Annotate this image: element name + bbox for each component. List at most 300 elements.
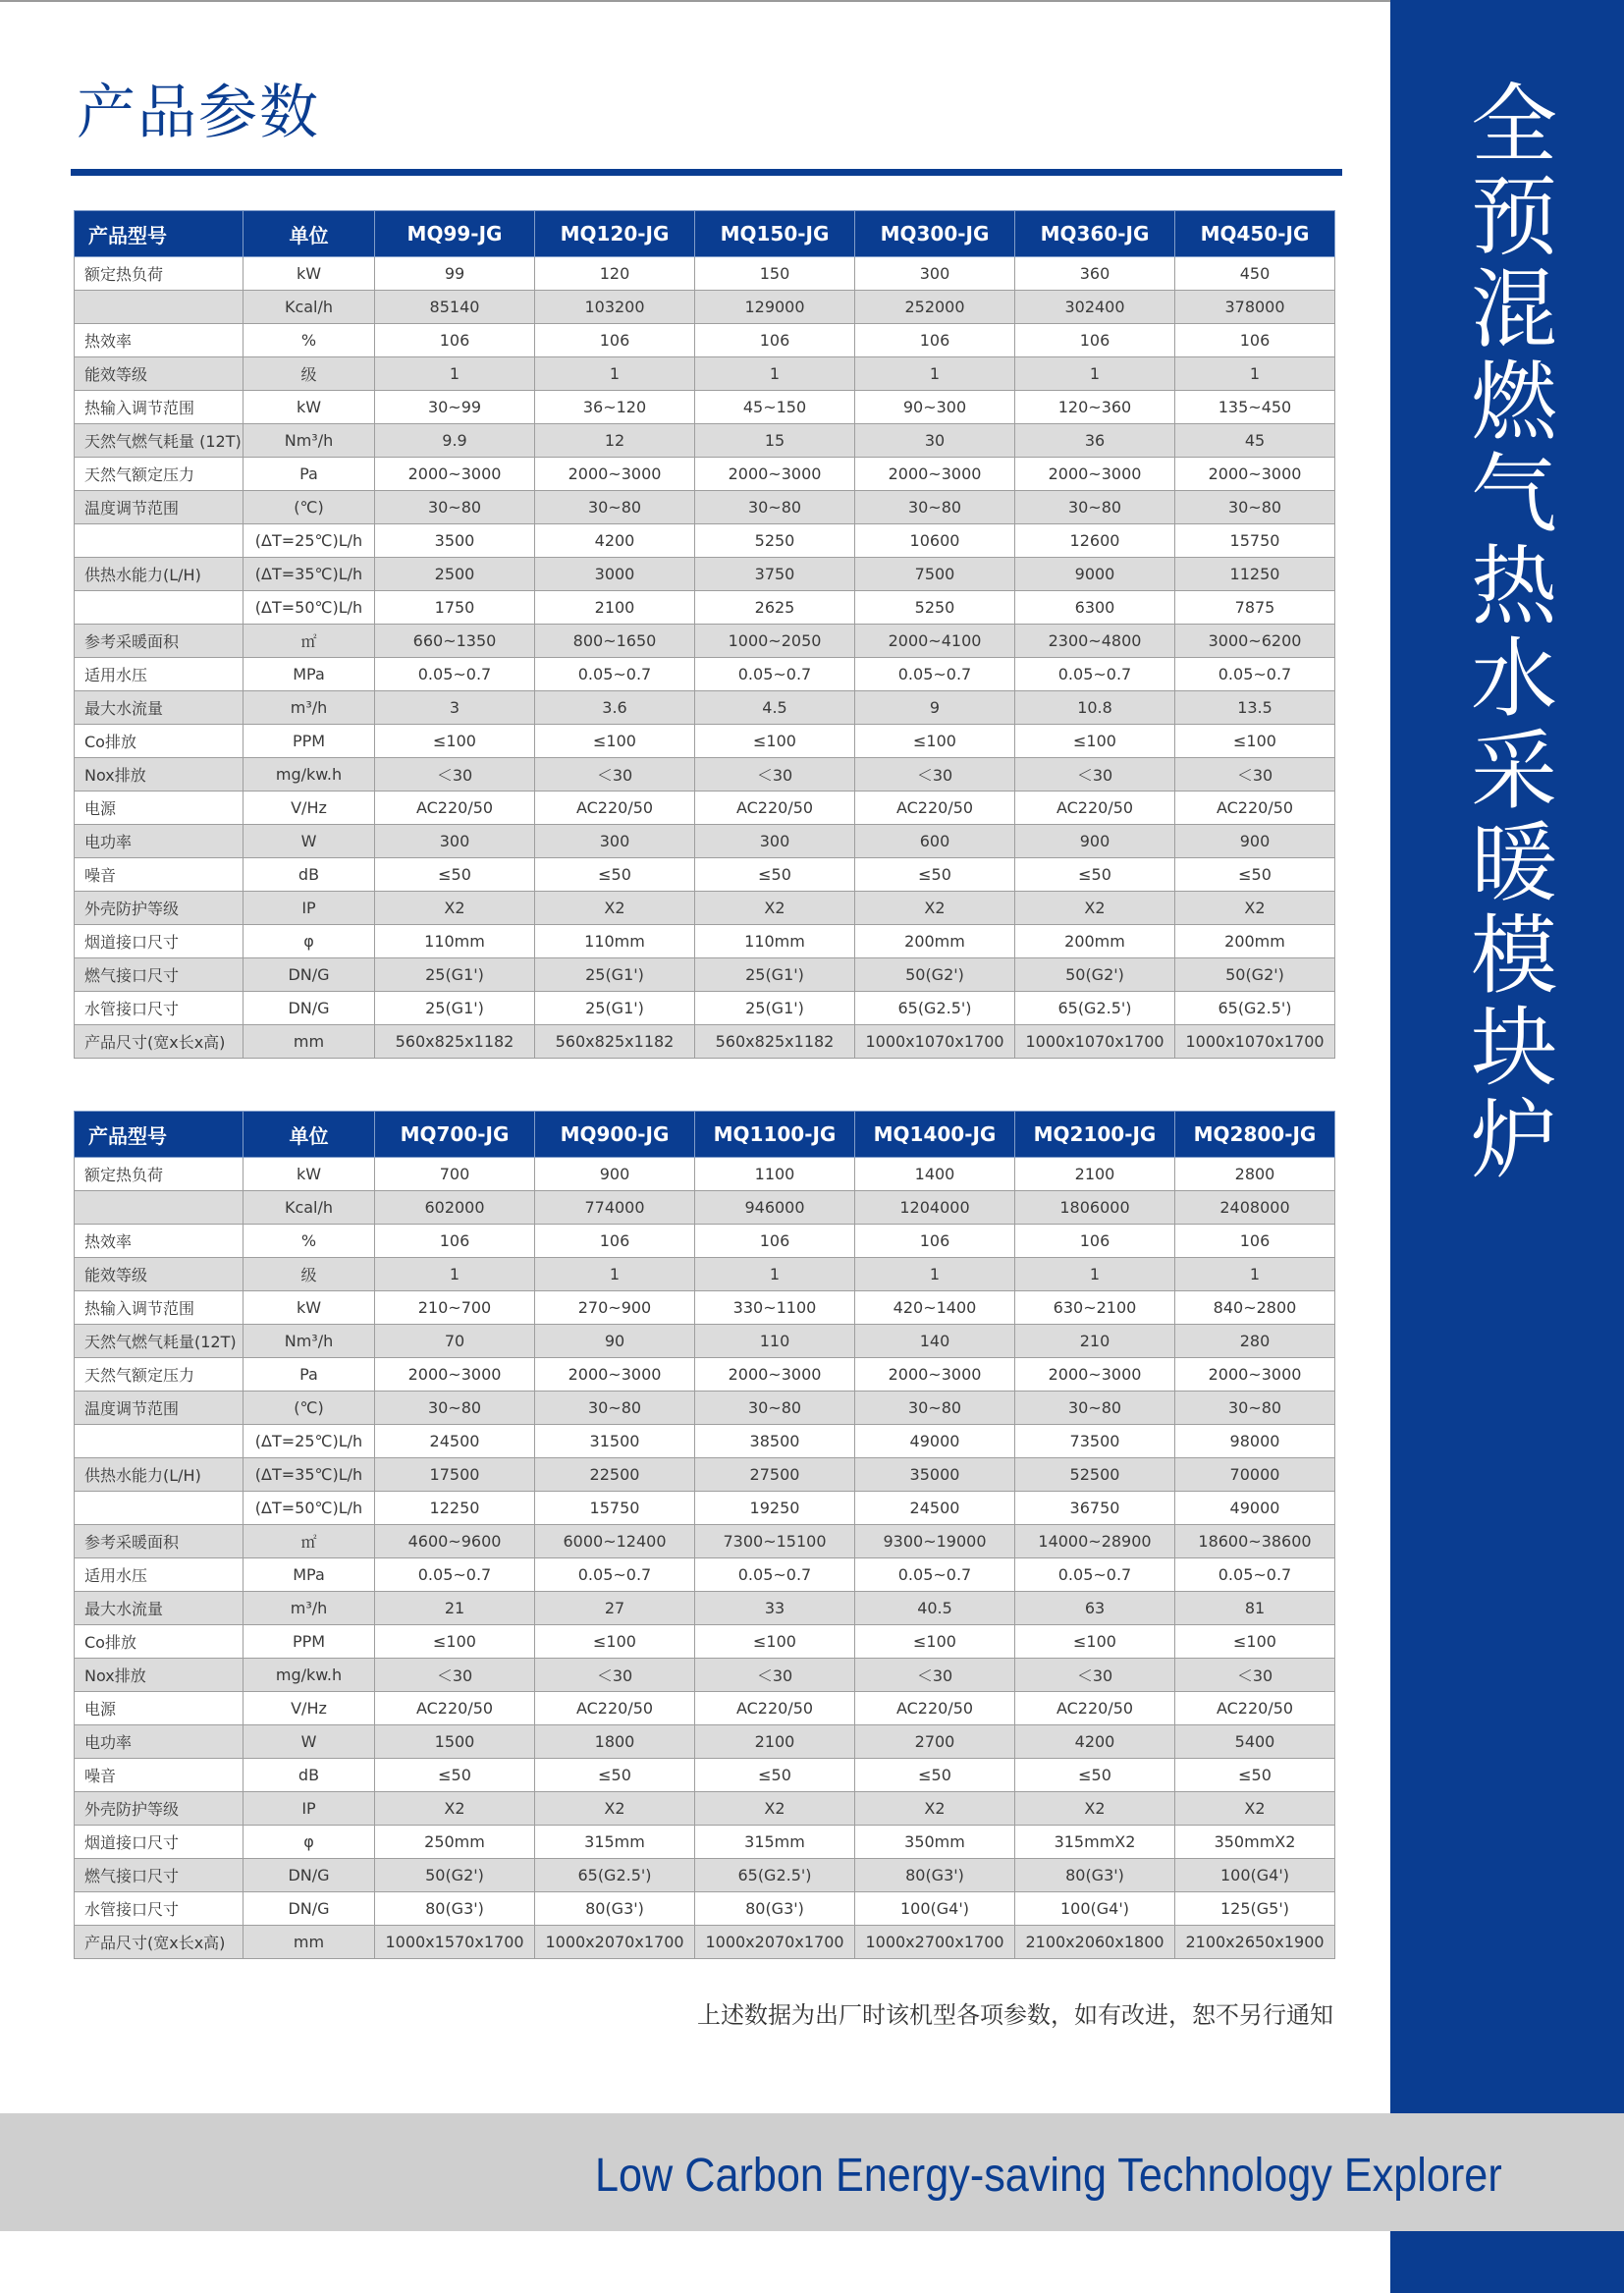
value-cell: ≤50 <box>1015 858 1175 892</box>
value-cell: 300 <box>855 257 1015 291</box>
table-row <box>75 1291 1335 1325</box>
value-cell: 2000~4100 <box>855 625 1015 658</box>
unit-cell: DN/G <box>244 1892 375 1926</box>
value-cell: 80(G3') <box>535 1892 695 1926</box>
unit-cell: (℃) <box>244 491 375 524</box>
value-cell: 0.05~0.7 <box>375 658 535 691</box>
value-cell: 30 <box>855 424 1015 458</box>
value-cell: ≤100 <box>1015 725 1175 758</box>
value-cell: ＜30 <box>1175 1659 1335 1692</box>
value-cell: 0.05~0.7 <box>855 658 1015 691</box>
value-cell: 774000 <box>535 1191 695 1225</box>
value-cell: 350mmX2 <box>1175 1826 1335 1859</box>
unit-cell: DN/G <box>244 1859 375 1892</box>
value-cell: 110mm <box>535 925 695 958</box>
value-cell: 150 <box>695 257 855 291</box>
unit-cell: φ <box>244 1826 375 1859</box>
param-name-cell: 外壳防护等级 <box>75 1792 244 1826</box>
value-cell: 36~120 <box>535 391 695 424</box>
value-cell: ≤50 <box>535 1759 695 1792</box>
unit-cell: % <box>244 324 375 357</box>
value-cell: AC220/50 <box>1175 792 1335 825</box>
value-cell: 1000~2050 <box>695 625 855 658</box>
value-cell: 1 <box>1175 1258 1335 1291</box>
table-row <box>75 1425 1335 1458</box>
table-row <box>75 424 1335 458</box>
value-cell: 350mm <box>855 1826 1015 1859</box>
value-cell: 560x825x1182 <box>695 1025 855 1059</box>
param-name-cell: 噪音 <box>75 1759 244 1792</box>
table-row <box>75 925 1335 958</box>
value-cell: AC220/50 <box>695 1692 855 1725</box>
value-cell: 0.05~0.7 <box>1175 658 1335 691</box>
value-cell: 2000~3000 <box>375 1358 535 1392</box>
value-cell: 200mm <box>1015 925 1175 958</box>
unit-cell: mg/kw.h <box>244 1659 375 1692</box>
value-cell: 660~1350 <box>375 625 535 658</box>
value-cell: 2000~3000 <box>1175 458 1335 491</box>
unit-cell: MPa <box>244 1558 375 1592</box>
param-name-cell: 额定热负荷 <box>75 257 244 291</box>
column-header: 单位 <box>244 1112 375 1158</box>
table-row <box>75 1826 1335 1859</box>
value-cell: 210~700 <box>375 1291 535 1325</box>
table-row <box>75 458 1335 491</box>
value-cell: 140 <box>855 1325 1015 1358</box>
value-cell: 106 <box>375 324 535 357</box>
value-cell: 3000~6200 <box>1175 625 1335 658</box>
value-cell: 2000~3000 <box>1015 458 1175 491</box>
value-cell: 17500 <box>375 1458 535 1492</box>
value-cell: 1 <box>855 1258 1015 1291</box>
table-row <box>75 1458 1335 1492</box>
unit-cell: ㎡ <box>244 1525 375 1558</box>
param-name-cell: 烟道接口尺寸 <box>75 925 244 958</box>
unit-cell: kW <box>244 391 375 424</box>
value-cell: ＜30 <box>1175 758 1335 792</box>
value-cell: 2000~3000 <box>535 1358 695 1392</box>
param-name-cell: 天然气燃气耗量 (12T) <box>75 424 244 458</box>
unit-cell: % <box>244 1225 375 1258</box>
value-cell: X2 <box>695 892 855 925</box>
param-name-cell: 额定热负荷 <box>75 1158 244 1191</box>
value-cell: 10600 <box>855 524 1015 558</box>
value-cell: 18600~38600 <box>1175 1525 1335 1558</box>
model-header: MQ300-JG <box>855 211 1015 257</box>
value-cell: AC220/50 <box>375 792 535 825</box>
value-cell: 360 <box>1015 257 1175 291</box>
unit-cell: m³/h <box>244 691 375 725</box>
unit-cell: 级 <box>244 1258 375 1291</box>
value-cell: ≤50 <box>695 1759 855 1792</box>
value-cell: 3000 <box>535 558 695 591</box>
value-cell: 1 <box>695 1258 855 1291</box>
table-row <box>75 1859 1335 1892</box>
value-cell: AC220/50 <box>855 1692 1015 1725</box>
unit-cell: (ΔT=25℃)L/h <box>244 524 375 558</box>
value-cell: 270~900 <box>535 1291 695 1325</box>
value-cell: 15750 <box>535 1492 695 1525</box>
table-row <box>75 1792 1335 1826</box>
unit-cell: PPM <box>244 725 375 758</box>
value-cell: 3750 <box>695 558 855 591</box>
model-header: MQ150-JG <box>695 211 855 257</box>
unit-cell: (℃) <box>244 1392 375 1425</box>
value-cell: 2700 <box>855 1725 1015 1759</box>
table-row <box>75 1892 1335 1926</box>
unit-cell: IP <box>244 1792 375 1826</box>
value-cell: 106 <box>1175 324 1335 357</box>
table-row <box>75 758 1335 792</box>
value-cell: 6300 <box>1015 591 1175 625</box>
value-cell: 1 <box>535 357 695 391</box>
model-header: MQ99-JG <box>375 211 535 257</box>
column-header: 产品型号 <box>75 1112 244 1158</box>
param-name-cell: 温度调节范围 <box>75 491 244 524</box>
value-cell: 135~450 <box>1175 391 1335 424</box>
table-row <box>75 591 1335 625</box>
value-cell: 2100x2060x1800 <box>1015 1926 1175 1959</box>
table-row <box>75 524 1335 558</box>
unit-cell: mm <box>244 1926 375 1959</box>
value-cell: 25(G1') <box>535 992 695 1025</box>
value-cell: 330~1100 <box>695 1291 855 1325</box>
value-cell: 3500 <box>375 524 535 558</box>
param-name-cell: 水管接口尺寸 <box>75 1892 244 1926</box>
value-cell: 45 <box>1175 424 1335 458</box>
value-cell: 630~2100 <box>1015 1291 1175 1325</box>
value-cell: 49000 <box>1175 1492 1335 1525</box>
table-row <box>75 391 1335 424</box>
value-cell: 200mm <box>855 925 1015 958</box>
value-cell: 30~80 <box>695 1392 855 1425</box>
value-cell: ＜30 <box>695 1659 855 1692</box>
value-cell: X2 <box>1175 1792 1335 1826</box>
value-cell: 70000 <box>1175 1458 1335 1492</box>
value-cell: 1400 <box>855 1158 1015 1191</box>
value-cell: 2000~3000 <box>695 458 855 491</box>
table-row <box>75 1025 1335 1059</box>
value-cell: 15750 <box>1175 524 1335 558</box>
value-cell: 30~80 <box>855 1392 1015 1425</box>
column-header: 产品型号 <box>75 211 244 257</box>
table-row <box>75 257 1335 291</box>
table-row <box>75 1659 1335 1692</box>
param-name-cell: 热输入调节范围 <box>75 1291 244 1325</box>
value-cell: ≤100 <box>535 725 695 758</box>
value-cell: 12600 <box>1015 524 1175 558</box>
table-row <box>75 858 1335 892</box>
unit-cell: W <box>244 825 375 858</box>
value-cell: AC220/50 <box>695 792 855 825</box>
param-name-cell: 产品尺寸(宽x长x高) <box>75 1025 244 1059</box>
unit-cell: kW <box>244 257 375 291</box>
unit-cell: 级 <box>244 357 375 391</box>
param-name-cell: 燃气接口尺寸 <box>75 958 244 992</box>
table-row <box>75 1358 1335 1392</box>
value-cell: 25(G1') <box>375 958 535 992</box>
value-cell: 252000 <box>855 291 1015 324</box>
value-cell: 19250 <box>695 1492 855 1525</box>
value-cell: 100(G4') <box>1175 1859 1335 1892</box>
model-header: MQ1400-JG <box>855 1112 1015 1158</box>
value-cell: 35000 <box>855 1458 1015 1492</box>
value-cell: 52500 <box>1015 1458 1175 1492</box>
value-cell: 2000~3000 <box>1015 1358 1175 1392</box>
value-cell: 3 <box>375 691 535 725</box>
value-cell: 1000x1570x1700 <box>375 1926 535 1959</box>
value-cell: 50(G2') <box>1175 958 1335 992</box>
value-cell: 1750 <box>375 591 535 625</box>
param-name-cell: 热输入调节范围 <box>75 391 244 424</box>
value-cell: 315mmX2 <box>1015 1826 1175 1859</box>
param-name-cell <box>75 524 244 558</box>
table-row <box>75 1926 1335 1959</box>
value-cell: 1806000 <box>1015 1191 1175 1225</box>
value-cell: 106 <box>855 1225 1015 1258</box>
value-cell: 7500 <box>855 558 1015 591</box>
value-cell: 210 <box>1015 1325 1175 1358</box>
unit-cell: (ΔT=25℃)L/h <box>244 1425 375 1458</box>
value-cell: 1000x1070x1700 <box>1015 1025 1175 1059</box>
value-cell: 36 <box>1015 424 1175 458</box>
param-name-cell: 天然气额定压力 <box>75 458 244 491</box>
value-cell: 36750 <box>1015 1492 1175 1525</box>
param-name-cell: Co排放 <box>75 1625 244 1659</box>
spec-table-2 <box>74 1111 1335 1959</box>
value-cell: 30~80 <box>1015 1392 1175 1425</box>
value-cell: 106 <box>535 324 695 357</box>
param-name-cell: 天然气额定压力 <box>75 1358 244 1392</box>
table-row <box>75 1725 1335 1759</box>
value-cell: 25(G1') <box>375 992 535 1025</box>
value-cell: ≤50 <box>375 858 535 892</box>
table-header-row <box>75 1112 1335 1158</box>
value-cell: 30~80 <box>375 491 535 524</box>
value-cell: 2100 <box>1015 1158 1175 1191</box>
value-cell: 81 <box>1175 1592 1335 1625</box>
value-cell: ≤100 <box>535 1625 695 1659</box>
value-cell: 106 <box>375 1225 535 1258</box>
value-cell: ≤50 <box>535 858 695 892</box>
param-name-cell: 电功率 <box>75 1725 244 1759</box>
value-cell: 30~99 <box>375 391 535 424</box>
value-cell: ＜30 <box>855 758 1015 792</box>
value-cell: AC220/50 <box>855 792 1015 825</box>
unit-cell: dB <box>244 1759 375 1792</box>
unit-cell: W <box>244 1725 375 1759</box>
side-title: 全预混燃气热水采暖模块炉 <box>1457 79 1558 1186</box>
param-name-cell: Nox排放 <box>75 1659 244 1692</box>
value-cell: 31500 <box>535 1425 695 1458</box>
value-cell: 2000~3000 <box>695 1358 855 1392</box>
value-cell: 65(G2.5') <box>1015 992 1175 1025</box>
value-cell: 700 <box>375 1158 535 1191</box>
value-cell: 5250 <box>695 524 855 558</box>
value-cell: 21 <box>375 1592 535 1625</box>
value-cell: 65(G2.5') <box>1175 992 1335 1025</box>
value-cell: 12 <box>535 424 695 458</box>
value-cell: 25(G1') <box>695 992 855 1025</box>
value-cell: 1000x1070x1700 <box>1175 1025 1335 1059</box>
value-cell: 106 <box>855 324 1015 357</box>
value-cell: ≤100 <box>695 1625 855 1659</box>
unit-cell: (ΔT=35℃)L/h <box>244 558 375 591</box>
value-cell: 900 <box>535 1158 695 1191</box>
value-cell: 1204000 <box>855 1191 1015 1225</box>
value-cell: 900 <box>1015 825 1175 858</box>
value-cell: X2 <box>1015 892 1175 925</box>
table-row <box>75 958 1335 992</box>
param-name-cell: 最大水流量 <box>75 691 244 725</box>
value-cell: 99 <box>375 257 535 291</box>
unit-cell: V/Hz <box>244 792 375 825</box>
value-cell: ≤100 <box>695 725 855 758</box>
value-cell: ≤100 <box>1015 1625 1175 1659</box>
param-name-cell: 电源 <box>75 792 244 825</box>
unit-cell: (ΔT=50℃)L/h <box>244 1492 375 1525</box>
value-cell: 80(G3') <box>695 1892 855 1926</box>
value-cell: 30~80 <box>1175 491 1335 524</box>
top-border-line <box>0 0 1390 2</box>
model-header: MQ450-JG <box>1175 211 1335 257</box>
table-row <box>75 1191 1335 1225</box>
model-header: MQ2800-JG <box>1175 1112 1335 1158</box>
value-cell: 12250 <box>375 1492 535 1525</box>
value-cell: 1000x1070x1700 <box>855 1025 1015 1059</box>
value-cell: 4.5 <box>695 691 855 725</box>
value-cell: 22500 <box>535 1458 695 1492</box>
value-cell: 80(G3') <box>855 1859 1015 1892</box>
value-cell: X2 <box>1175 892 1335 925</box>
value-cell: 1 <box>375 1258 535 1291</box>
value-cell: 0.05~0.7 <box>535 658 695 691</box>
param-name-cell <box>75 291 244 324</box>
value-cell: 1 <box>1015 357 1175 391</box>
value-cell: 1 <box>695 357 855 391</box>
value-cell: 2000~3000 <box>855 458 1015 491</box>
value-cell: 27500 <box>695 1458 855 1492</box>
value-cell: 0.05~0.7 <box>855 1558 1015 1592</box>
value-cell: 110 <box>695 1325 855 1358</box>
value-cell: 106 <box>695 1225 855 1258</box>
param-name-cell: 电功率 <box>75 825 244 858</box>
param-name-cell: 温度调节范围 <box>75 1392 244 1425</box>
unit-cell: Kcal/h <box>244 1191 375 1225</box>
param-name-cell: 外壳防护等级 <box>75 892 244 925</box>
param-name-cell <box>75 1425 244 1458</box>
value-cell: ≤50 <box>1015 1759 1175 1792</box>
value-cell: 9.9 <box>375 424 535 458</box>
table-row <box>75 558 1335 591</box>
value-cell: 110mm <box>375 925 535 958</box>
table-row <box>75 1625 1335 1659</box>
table-row <box>75 1325 1335 1358</box>
value-cell: 1000x2070x1700 <box>535 1926 695 1959</box>
table-row <box>75 792 1335 825</box>
value-cell: 315mm <box>695 1826 855 1859</box>
value-cell: X2 <box>855 892 1015 925</box>
value-cell: 50(G2') <box>375 1859 535 1892</box>
param-name-cell: 水管接口尺寸 <box>75 992 244 1025</box>
table-row <box>75 491 1335 524</box>
value-cell: 1 <box>375 357 535 391</box>
table-row <box>75 357 1335 391</box>
value-cell: 27 <box>535 1592 695 1625</box>
value-cell: 106 <box>695 324 855 357</box>
value-cell: 0.05~0.7 <box>695 1558 855 1592</box>
table-row <box>75 1158 1335 1191</box>
param-name-cell: 燃气接口尺寸 <box>75 1859 244 1892</box>
value-cell: 14000~28900 <box>1015 1525 1175 1558</box>
value-cell: 1500 <box>375 1725 535 1759</box>
value-cell: 125(G5') <box>1175 1892 1335 1926</box>
unit-cell: (ΔT=35℃)L/h <box>244 1458 375 1492</box>
value-cell: 2000~3000 <box>1175 1358 1335 1392</box>
value-cell: 110mm <box>695 925 855 958</box>
value-cell: 2408000 <box>1175 1191 1335 1225</box>
value-cell: ≤100 <box>375 725 535 758</box>
value-cell: 2625 <box>695 591 855 625</box>
model-header: MQ120-JG <box>535 211 695 257</box>
value-cell: 129000 <box>695 291 855 324</box>
value-cell: 2000~3000 <box>855 1358 1015 1392</box>
value-cell: X2 <box>855 1792 1015 1826</box>
value-cell: ＜30 <box>375 1659 535 1692</box>
value-cell: ≤100 <box>1175 725 1335 758</box>
value-cell: 1 <box>535 1258 695 1291</box>
value-cell: ≤100 <box>855 725 1015 758</box>
value-cell: 840~2800 <box>1175 1291 1335 1325</box>
value-cell: X2 <box>375 892 535 925</box>
value-cell: 2100 <box>535 591 695 625</box>
value-cell: AC220/50 <box>1175 1692 1335 1725</box>
value-cell: 25(G1') <box>695 958 855 992</box>
value-cell: 30~80 <box>695 491 855 524</box>
value-cell: 10.8 <box>1015 691 1175 725</box>
param-name-cell: 能效等级 <box>75 1258 244 1291</box>
unit-cell: Nm³/h <box>244 1325 375 1358</box>
unit-cell: Nm³/h <box>244 424 375 458</box>
value-cell: 30~80 <box>375 1392 535 1425</box>
value-cell: 11250 <box>1175 558 1335 591</box>
value-cell: 2100 <box>695 1725 855 1759</box>
value-cell: ＜30 <box>375 758 535 792</box>
value-cell: ＜30 <box>535 758 695 792</box>
value-cell: 106 <box>535 1225 695 1258</box>
value-cell: ≤50 <box>375 1759 535 1792</box>
value-cell: 65(G2.5') <box>695 1859 855 1892</box>
value-cell: 5250 <box>855 591 1015 625</box>
table-row <box>75 1492 1335 1525</box>
param-name-cell: 产品尺寸(宽x长x高) <box>75 1926 244 1959</box>
unit-cell: dB <box>244 858 375 892</box>
value-cell: 4600~9600 <box>375 1525 535 1558</box>
value-cell: ≤50 <box>695 858 855 892</box>
table-row <box>75 324 1335 357</box>
unit-cell: φ <box>244 925 375 958</box>
table-row <box>75 1525 1335 1558</box>
param-name-cell: 参考采暖面积 <box>75 625 244 658</box>
value-cell: 106 <box>1015 324 1175 357</box>
table-row <box>75 625 1335 658</box>
value-cell: 2100x2650x1900 <box>1175 1926 1335 1959</box>
table-row <box>75 725 1335 758</box>
value-cell: AC220/50 <box>1015 792 1175 825</box>
value-cell: 13.5 <box>1175 691 1335 725</box>
param-name-cell <box>75 1191 244 1225</box>
table-row <box>75 691 1335 725</box>
